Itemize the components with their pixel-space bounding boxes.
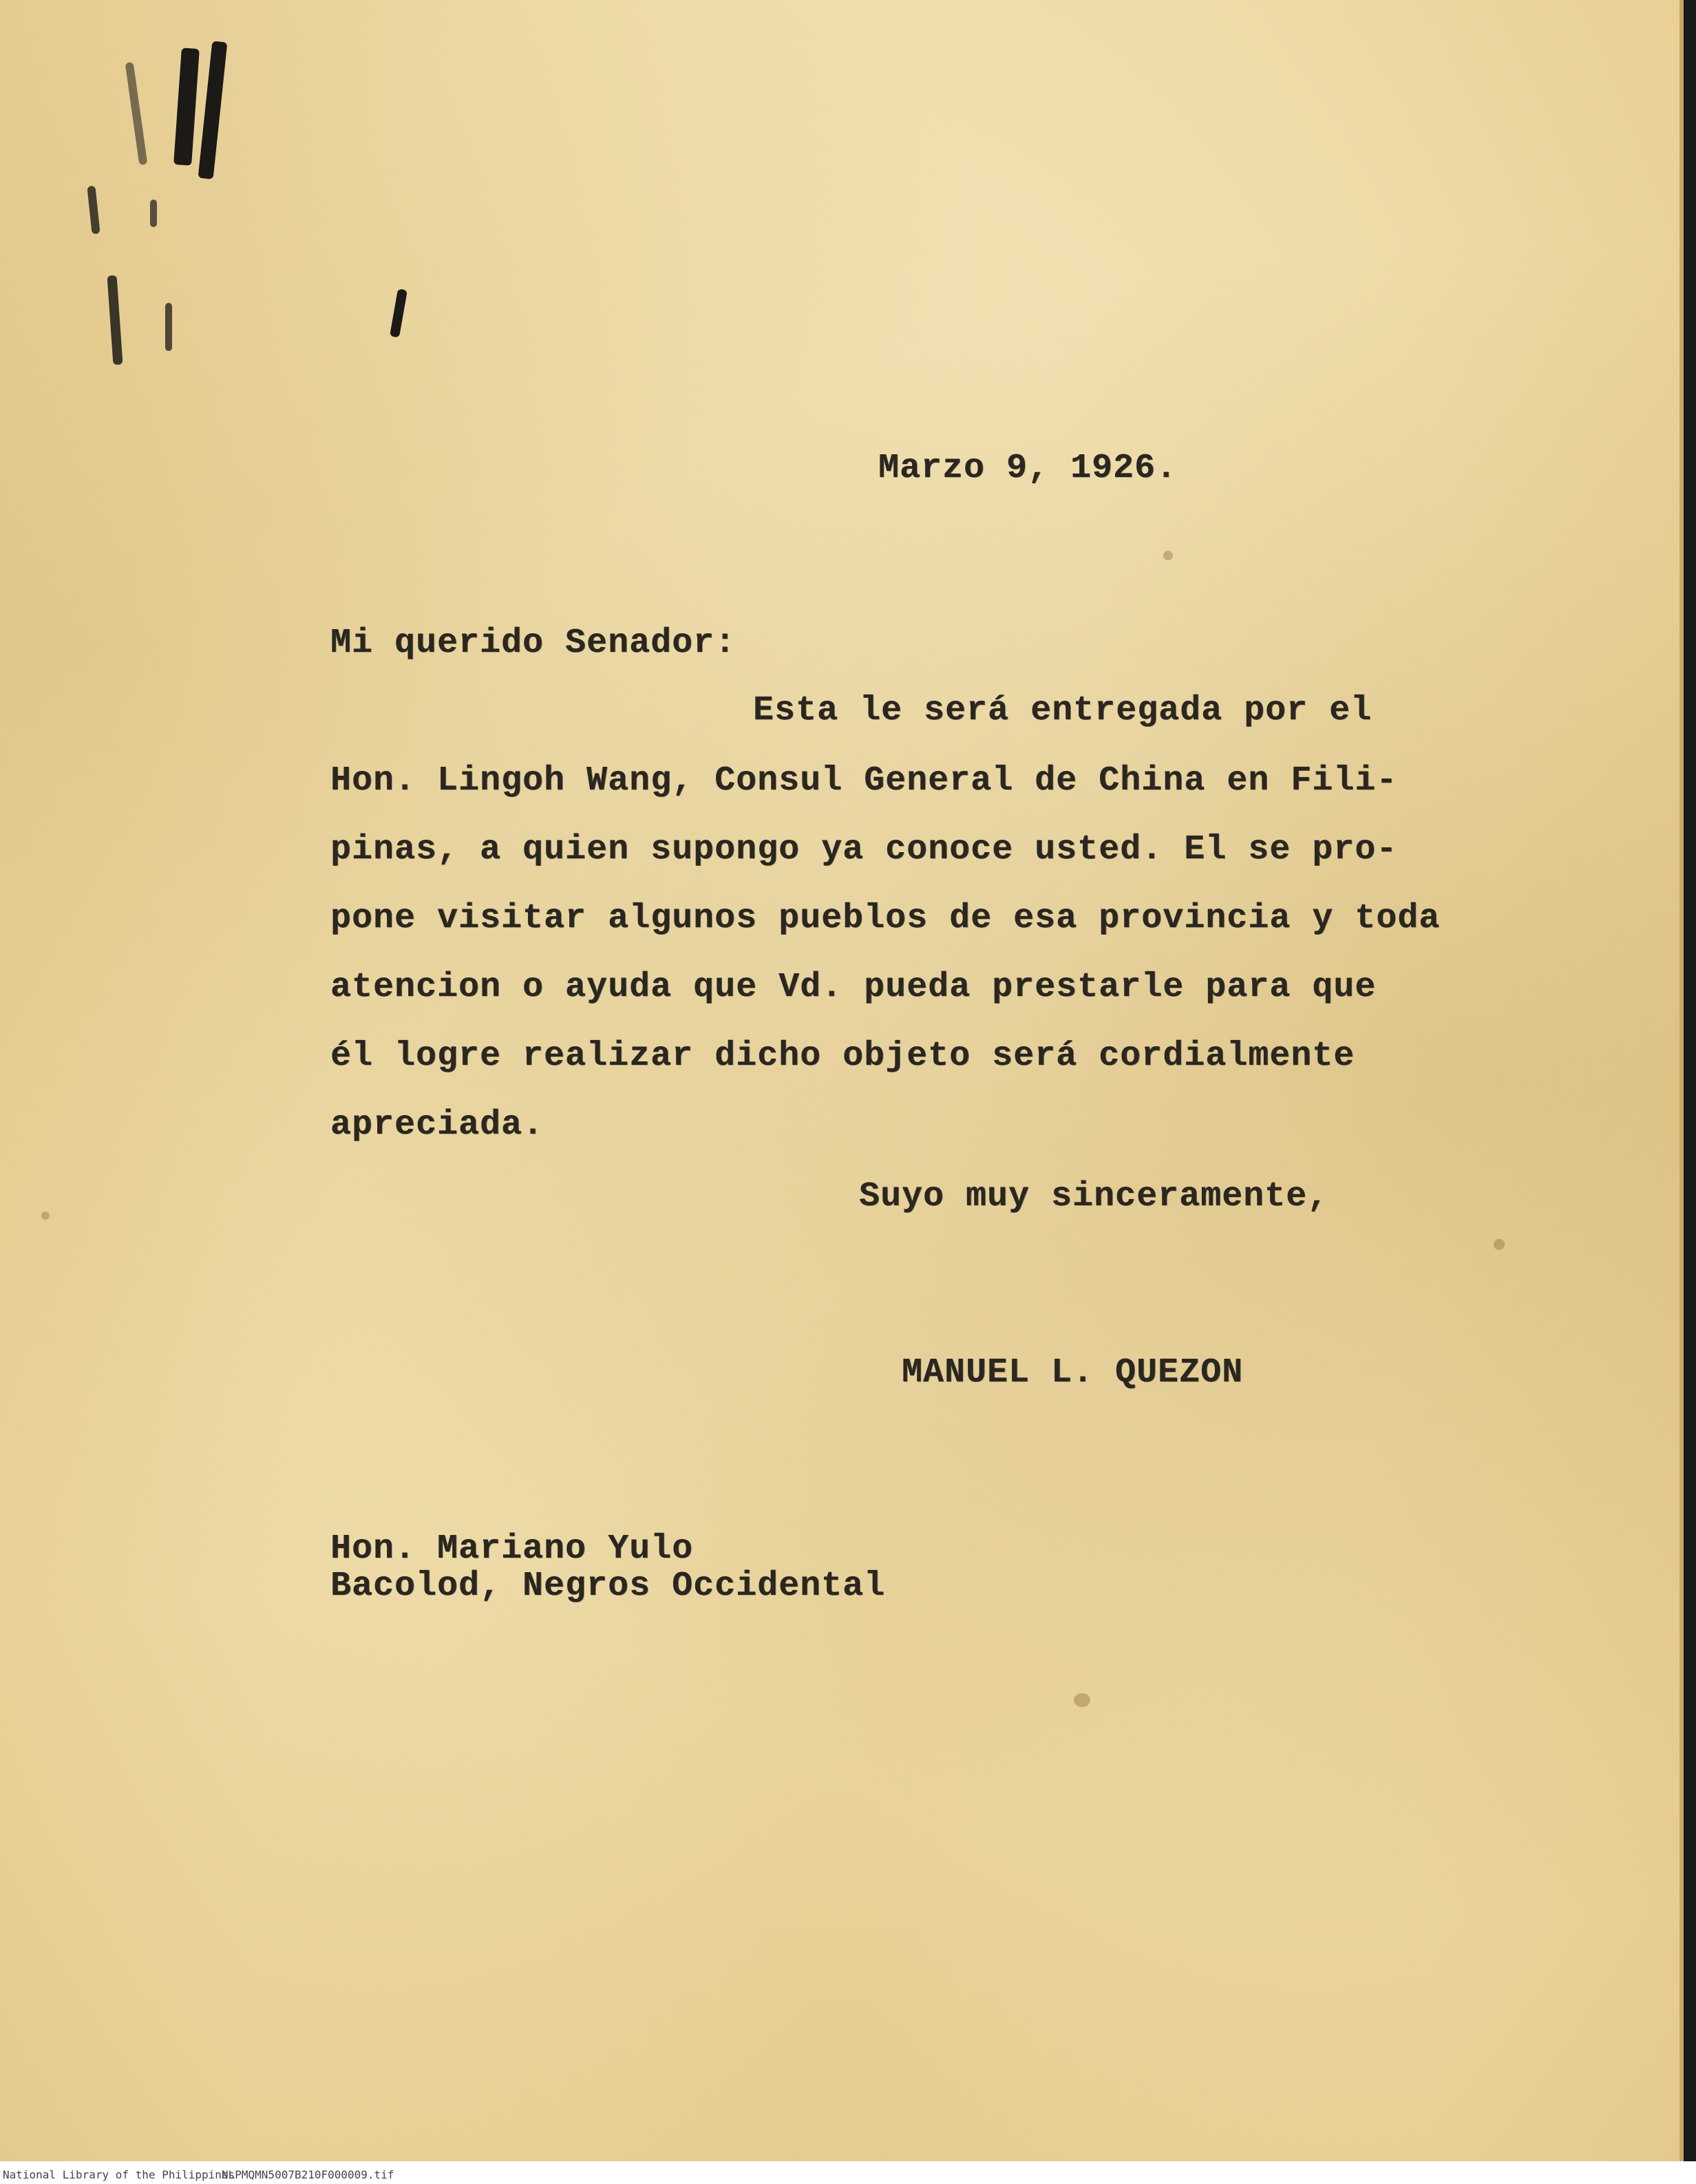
recipient-address: Bacolod, Negros Occidental: [330, 1567, 886, 1606]
paper-stain: [41, 1211, 50, 1220]
letter-date: Marzo 9, 1926.: [878, 449, 1178, 488]
body-line: él logre realizar dicho objeto será cordialmente: [330, 1037, 1355, 1076]
paper-stain: [1494, 1239, 1505, 1250]
body-line: apreciada.: [330, 1105, 544, 1145]
paper-stain: [1163, 551, 1173, 560]
signature: MANUEL L. QUEZON: [902, 1353, 1244, 1392]
salutation: Mi querido Senador:: [330, 624, 736, 663]
footer-filename: NLPMQMN5007B210F000009.tif: [222, 2168, 394, 2181]
body-line: pinas, a quien supongo ya conoce usted. El se pro-: [330, 830, 1398, 869]
recipient-name: Hon. Mariano Yulo: [330, 1529, 694, 1569]
body-line: atencion o ayuda que Vd. pueda prestarle para que: [330, 968, 1377, 1007]
body-line: Hon. Lingoh Wang, Consul General de China en Fili-: [330, 761, 1398, 801]
paper-stain: [1074, 1693, 1090, 1707]
footer-library: National Library of the Philippines: [3, 2168, 235, 2181]
body-line: Esta le será entregada por el: [753, 691, 1372, 730]
closing: Suyo muy sinceramente,: [859, 1177, 1329, 1216]
body-line: pone visitar algunos pueblos de esa provincia y toda: [330, 899, 1441, 938]
